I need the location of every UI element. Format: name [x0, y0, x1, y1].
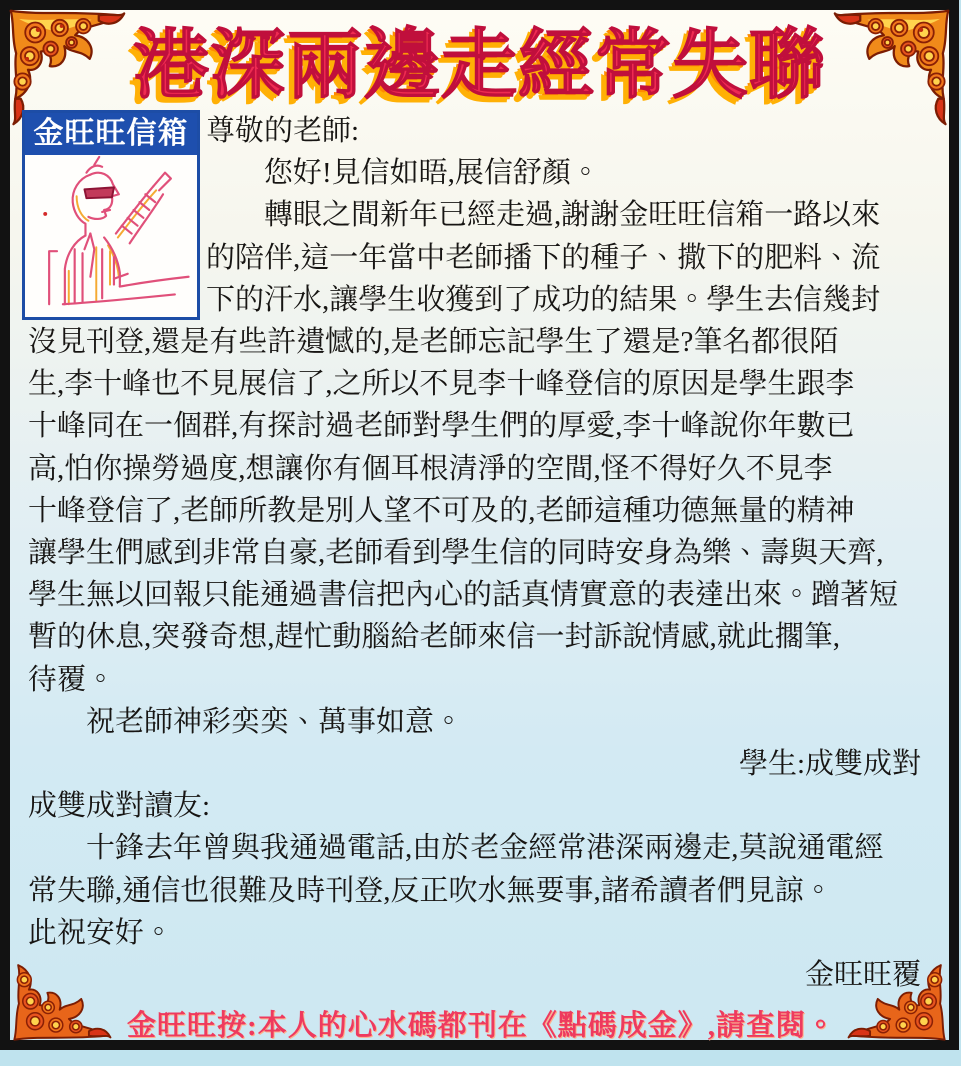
- text-line: 轉眼之間新年已經走過,謝謝金旺旺信箱一路以來: [206, 199, 881, 232]
- corner-ornament-bottom-right-icon: [843, 942, 951, 1042]
- letter-opening-lines: [206, 110, 935, 321]
- letter-main-lines: [28, 321, 935, 743]
- text-line: 沒見刊登,還是有些許遺憾的,是老師忘記學生了還是?筆名都很陌: [28, 326, 839, 359]
- corner-ornament-top-right-icon: [833, 8, 951, 126]
- text-line: 成雙成對讀友:: [28, 790, 211, 823]
- text-line: 高,怕你操勞過度,想讓你有個耳根清淨的空間,怪不得好久不見李: [28, 452, 833, 485]
- text-line: 十峰同在一個群,有探討過老師對學生們的厚愛,李十峰說你年數已: [28, 410, 855, 443]
- mailbox-logo: [22, 110, 200, 320]
- text-line: 的陪伴,這一年當中老師播下的種子、撒下的肥料、流: [206, 241, 881, 274]
- text-line: 您好!見信如晤,展信舒顏。: [206, 157, 600, 190]
- text-line: 暫的休息,突發奇想,趕忙動腦給老師來信一封訴說情感,就此擱筆,: [28, 621, 841, 654]
- corner-ornament-top-left-icon: [8, 8, 126, 126]
- text-line: 十鋒去年曾與我通過電話,由於老金經常港深兩邊走,莫說通電經: [28, 832, 884, 865]
- text-line: 此祝安好。: [28, 916, 174, 949]
- reply-signature: 金旺旺覆: [804, 959, 921, 992]
- reply-lines: [28, 785, 935, 954]
- text-line: 待覆。: [28, 663, 116, 696]
- page-title: 港深兩邊走經常失聯: [133, 24, 826, 108]
- text-line: 祝老師神彩奕奕、萬事如意。: [28, 705, 464, 738]
- man-pointing-illustration: [25, 155, 197, 317]
- corner-ornament-bottom-left-icon: [8, 942, 116, 1042]
- letter-signature: 學生:成雙成對: [738, 748, 921, 781]
- mailbox-logo-label: 金旺旺信箱: [25, 113, 197, 155]
- text-line: 十峰登信了,老師所教是別人望不可及的,老師這種功德無量的精神: [28, 494, 855, 527]
- editor-note: 金旺旺按:本人的心水碼都刊在《點碼成金》,請查閱。: [127, 1010, 836, 1043]
- text-line: 讓學生們感到非常自豪,老師看到學生信的同時安身為樂、壽與天齊,: [28, 537, 884, 570]
- text-line: 生,李十峰也不見展信了,之所以不見李十峰登信的原因是學生跟李: [28, 368, 855, 401]
- text-line: 下的汗水,讓學生收獲到了成功的結果。學生去信幾封: [206, 283, 881, 316]
- text-line: 常失聯,通信也很難及時刊登,反正吹水無要事,諸希讀者們見諒。: [28, 874, 833, 907]
- text-line: 尊敬的老師:: [206, 115, 360, 147]
- text-line: 學生無以回報只能通過書信把內心的話真情實意的表達出來。蹭著短: [28, 579, 899, 612]
